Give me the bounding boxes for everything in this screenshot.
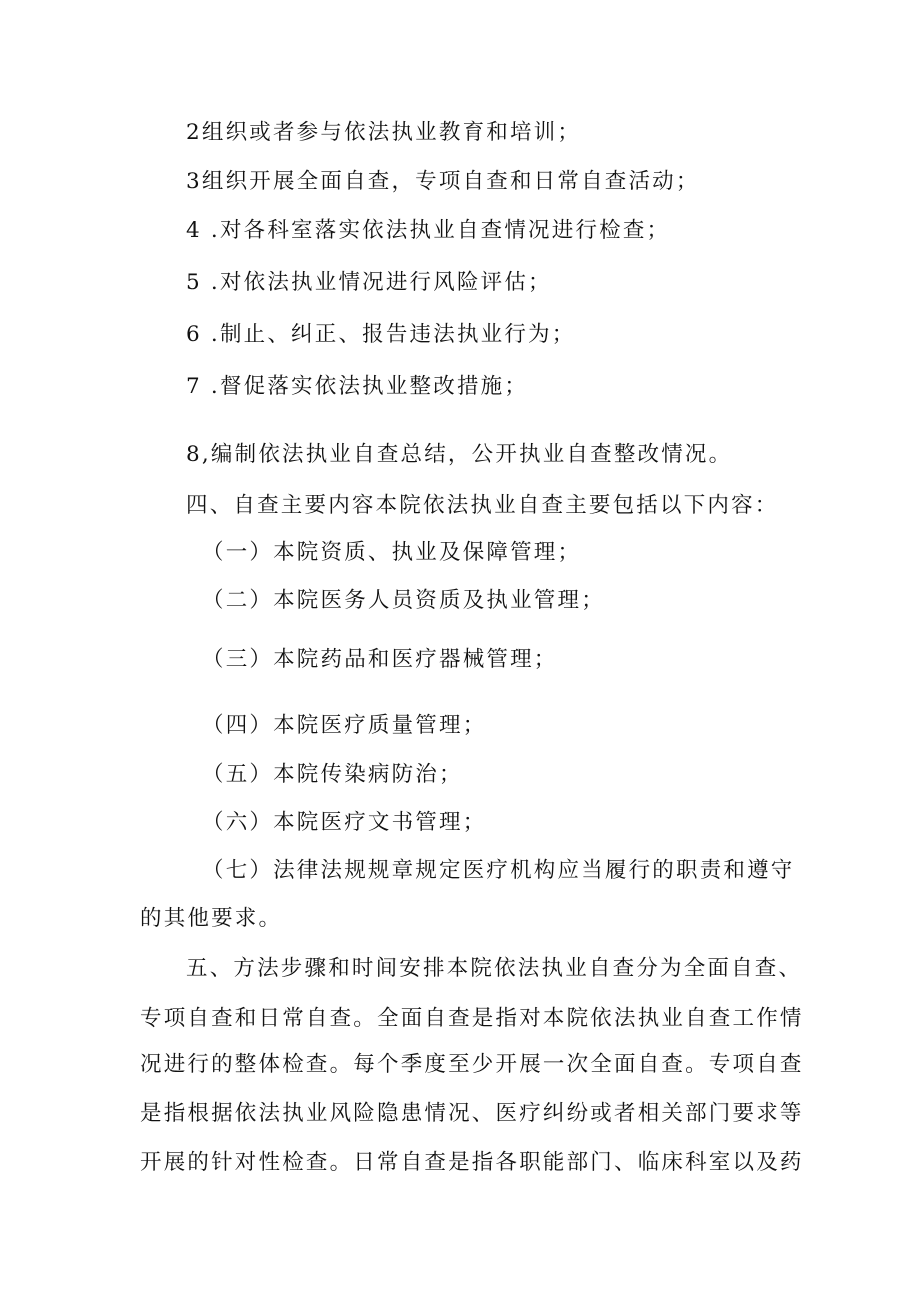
content-item-3: （三）本院药品和医疗器械管理； bbox=[202, 647, 558, 672]
section-5-line-3: 况进行的整体检查。每个季度至少开展一次全面自查。专项自查 bbox=[140, 1052, 804, 1077]
content-item-6: （六）本院医疗文书管理； bbox=[202, 810, 487, 835]
duty-item-7: 7 .督促落实依法执业整改措施； bbox=[186, 374, 529, 399]
content-item-1: （一）本院资质、执业及保障管理； bbox=[202, 540, 582, 565]
content-item-7-line-2: 的其他要求。 bbox=[140, 906, 283, 931]
duty-item-6: 6 .制止、纠正、报告违法执业行为； bbox=[186, 322, 576, 347]
duty-item-5: 5 .对依法执业情况进行风险评估； bbox=[186, 270, 552, 295]
duty-item-2: 2组织或者参与依法执业教育和培训； bbox=[186, 120, 582, 145]
content-item-5: （五）本院传染病防治； bbox=[202, 762, 463, 787]
duty-item-3: 3组织开展全面自查，专项自查和日常自查活动； bbox=[186, 169, 700, 194]
content-item-4: （四）本院医疗质量管理； bbox=[202, 713, 487, 738]
section-5-line-2: 专项自查和日常自查。全面自查是指对本院依法执业自查工作情 bbox=[140, 1006, 804, 1031]
duty-item-4: 4 .对各科室落实依法执业自查情况进行检查； bbox=[186, 218, 671, 243]
section-5-line-5: 开展的针对性检查。日常自查是指各职能部门、临床科室以及药 bbox=[140, 1150, 804, 1175]
content-item-7-line-1: （七）法律法规规章规定医疗机构应当履行的职责和遵守 bbox=[202, 858, 795, 883]
section-5-line-4: 是指根据依法执业风险隐患情况、医疗纠纷或者相关部门要求等 bbox=[140, 1101, 804, 1126]
duty-item-8: 8,编制依法执业自查总结，公开执业自查整改情况。 bbox=[186, 442, 733, 467]
section-4-heading: 四、自查主要内容本院依法执业自查主要包括以下内容： bbox=[186, 493, 779, 518]
content-item-2: （二）本院医务人员资质及执业管理； bbox=[202, 588, 605, 613]
section-5-line-1: 五、方法步骤和时间安排本院依法执业自查分为全面自查、 bbox=[186, 956, 803, 981]
